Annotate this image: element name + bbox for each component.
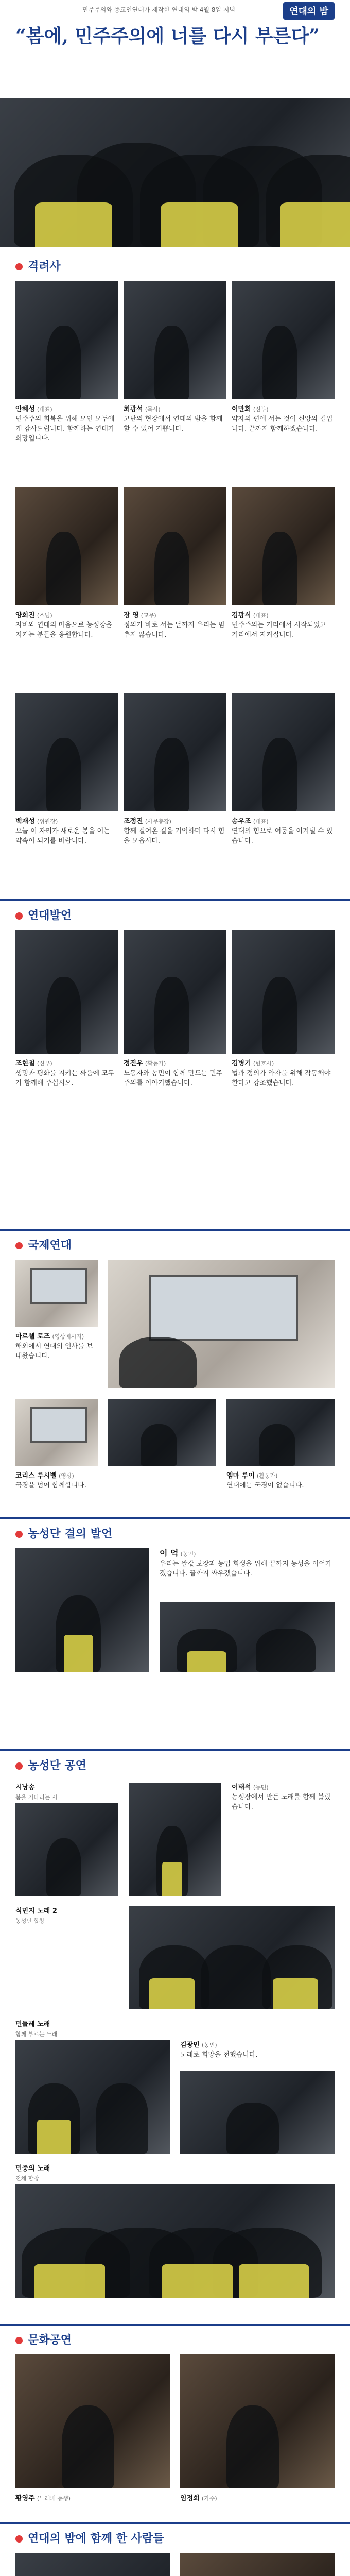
speaker-photo: [124, 930, 226, 1054]
show-caption-5: 김광민 (농민) 노래로 희망을 전했습니다.: [180, 2041, 258, 2059]
greeter-photo: [232, 487, 335, 605]
greeter-caption: [232, 817, 335, 846]
person-role: (사무총장): [145, 818, 171, 825]
person-name: 안혜성: [15, 405, 35, 413]
bullet-icon: [15, 2337, 23, 2344]
greeter-caption: [15, 404, 118, 444]
bullet-icon: [15, 2535, 23, 2543]
culture-photo-2: [180, 2354, 335, 2488]
person-remark: 자비와 연대의 마음으로 농성장을 지키는 분들을 응원합니다.: [15, 621, 113, 639]
greeter-photo: [124, 281, 226, 399]
person-name: 송우조: [232, 818, 251, 825]
header-badge: 연대의 밤: [283, 2, 335, 20]
speaker-photo: [15, 930, 118, 1054]
intl-caption-3: 엠마 루이 (활동가) 연대에는 국경이 없습니다.: [226, 1472, 304, 1489]
greeter-caption: [232, 404, 335, 434]
greeter-photo: [232, 281, 335, 399]
section-farmers-pledge: 농성단 결의 발언: [15, 1525, 112, 1541]
divider: [0, 1749, 350, 1751]
section-international: 국제연대: [15, 1236, 72, 1252]
person-name: 백재성: [15, 818, 35, 825]
person-remark: 오늘 이 자리가 새로운 봄을 여는 약속이 되기를 바랍니다.: [15, 827, 110, 845]
person-name: 정진우: [124, 1060, 143, 1067]
speaker-caption: [124, 1059, 226, 1088]
person-remark: 함께 걸어온 길을 기억하며 다시 힘을 모읍시다.: [124, 827, 225, 845]
intl-photo-main: [108, 1260, 335, 1388]
pledge-photo-2: [160, 1602, 335, 1672]
greeter-photo: [232, 693, 335, 811]
show-caption-3: 이태석 (농민) 농성장에서 만든 노래를 함께 불렀습니다.: [232, 1784, 331, 1811]
person-remark: 노동자와 농민이 함께 만드는 민주주의를 이야기했습니다.: [124, 1070, 223, 1087]
header-top-line: 민주주의와 종교인연대가 제작한 연대의 밤 4월 8일 저녁: [82, 6, 235, 13]
person-name: 최광석: [124, 405, 143, 413]
person-remark: 민주주의는 거리에서 시작되었고 거리에서 지켜집니다.: [232, 621, 327, 639]
person-role: (대표): [253, 818, 269, 825]
header-slogan: “봄에, 민주주의에 너를 다시 부른다”: [15, 25, 320, 47]
section-culture: 문화공연: [15, 2331, 72, 2347]
person-role: (신부): [253, 406, 269, 413]
person-remark: 약자의 편에 서는 것이 신앙의 길입니다. 끝까지 함께하겠습니다.: [232, 415, 333, 433]
section-greetings: 격려사: [15, 258, 61, 274]
person-name: 이만희: [232, 405, 251, 413]
bullet-icon: [15, 1531, 23, 1538]
person-remark: 고난의 현장에서 연대의 밤을 함께할 수 있어 기쁩니다.: [124, 415, 223, 433]
divider: [0, 2522, 350, 2524]
divider: [0, 1229, 350, 1231]
intl-photo-1: [15, 1260, 98, 1327]
person-remark: 연대의 힘으로 어둠을 이겨낼 수 있습니다.: [232, 827, 333, 845]
intl-photo-2: [15, 1399, 98, 1466]
divider: [0, 2324, 350, 2326]
show-label-4: 민들레 노래 함께 부르는 노래: [15, 2021, 58, 2038]
intl-caption-2: 코리스 루시벨 (영상) 국경을 넘어 함께합니다.: [15, 1472, 86, 1489]
show-label-2: 식민지 노래 2 농성단 합창: [15, 1907, 57, 1924]
person-name: 양희진: [15, 612, 35, 619]
person-name: 장 영: [124, 612, 139, 619]
person-role: (스님): [37, 612, 52, 619]
section-solidarity: 연대발언: [15, 907, 72, 923]
divider: [0, 1517, 350, 1519]
banner-photo: [0, 98, 350, 247]
intl-caption-1: 마르첼 로즈 (영상메시지) 해외에서 연대의 인사를 보내왔습니다.: [15, 1333, 93, 1360]
greeter-photo: [124, 693, 226, 811]
show-photo-4: [15, 2040, 170, 2154]
culture-photo-1: [15, 2354, 170, 2488]
person-role: (대표): [37, 406, 52, 413]
person-remark: 민주주의 회복을 위해 모인 모두에게 감사드립니다. 함께하는 연대가 희망입니다.: [15, 415, 115, 443]
greeter-photo: [124, 487, 226, 605]
person-remark: 정의가 바로 서는 날까지 우리는 멈추지 않습니다.: [124, 621, 225, 639]
header: [0, 0, 350, 98]
section-farmers-show: 농성단 공연: [15, 1757, 86, 1773]
bullet-icon: [15, 912, 23, 920]
person-role: (위원장): [37, 818, 58, 825]
intl-photo-4: [226, 1399, 335, 1466]
show-photo-2: [129, 1783, 221, 1896]
culture-caption-1: 황영주 (노래패 동행): [15, 2495, 71, 2502]
person-role: (목사): [145, 406, 161, 413]
bullet-icon: [15, 1242, 23, 1249]
person-role: (변호사): [253, 1060, 274, 1067]
greeter-caption: [124, 817, 226, 846]
greeter-caption: [15, 817, 118, 846]
show-photo-1: [15, 1803, 118, 1896]
person-name: 김병기: [232, 1060, 251, 1067]
divider: [0, 899, 350, 901]
bullet-icon: [15, 1762, 23, 1770]
show-photo-5: [180, 2071, 335, 2154]
speaker-photo: [232, 930, 335, 1054]
person-remark: 생명과 평화를 지키는 싸움에 모두가 함께해 주십시오.: [15, 1070, 115, 1087]
greeter-caption: [15, 611, 118, 640]
show-photo-3: [129, 1906, 335, 2009]
speaker-caption: [15, 1059, 118, 1088]
people-photo: [180, 2553, 335, 2576]
bullet-icon: [15, 263, 23, 270]
pledge-photo: [15, 1548, 149, 1672]
person-name: 김광식: [232, 612, 251, 619]
intl-photo-3: [108, 1399, 216, 1466]
greeter-caption: [232, 611, 335, 640]
show-label-6: 민중의 노래 전체 합창: [15, 2165, 50, 2182]
greeter-photo: [15, 281, 118, 399]
show-label-1: 시낭송 봄을 기다리는 시: [15, 1784, 58, 1801]
person-role: (대표): [253, 612, 269, 619]
section-people: 연대의 밤에 함께 한 사람들: [15, 2530, 164, 2546]
greeter-photo: [15, 693, 118, 811]
greeter-caption: [124, 611, 226, 640]
pledge-caption: 이 억 (농민) 우리는 쌀값 보장과 농업 회생을 위해 끝까지 농성을 이어가겠습니다. 끝까지 싸우겠습니다.: [160, 1548, 332, 1578]
person-name: 조정진: [124, 818, 143, 825]
person-name: 조현철: [15, 1060, 35, 1067]
greeter-photo: [15, 487, 118, 605]
speaker-caption: [232, 1059, 335, 1088]
show-photo-6: [15, 2184, 335, 2298]
greeter-caption: [124, 404, 226, 434]
person-remark: 법과 정의가 약자를 위해 작동해야 한다고 강조했습니다.: [232, 1070, 331, 1087]
person-role: (교무): [141, 612, 156, 619]
people-photo: [15, 2553, 170, 2576]
person-role: (신부): [37, 1060, 52, 1067]
person-role: (활동가): [145, 1060, 166, 1067]
culture-caption-2: 임정희 (가수): [180, 2495, 217, 2502]
